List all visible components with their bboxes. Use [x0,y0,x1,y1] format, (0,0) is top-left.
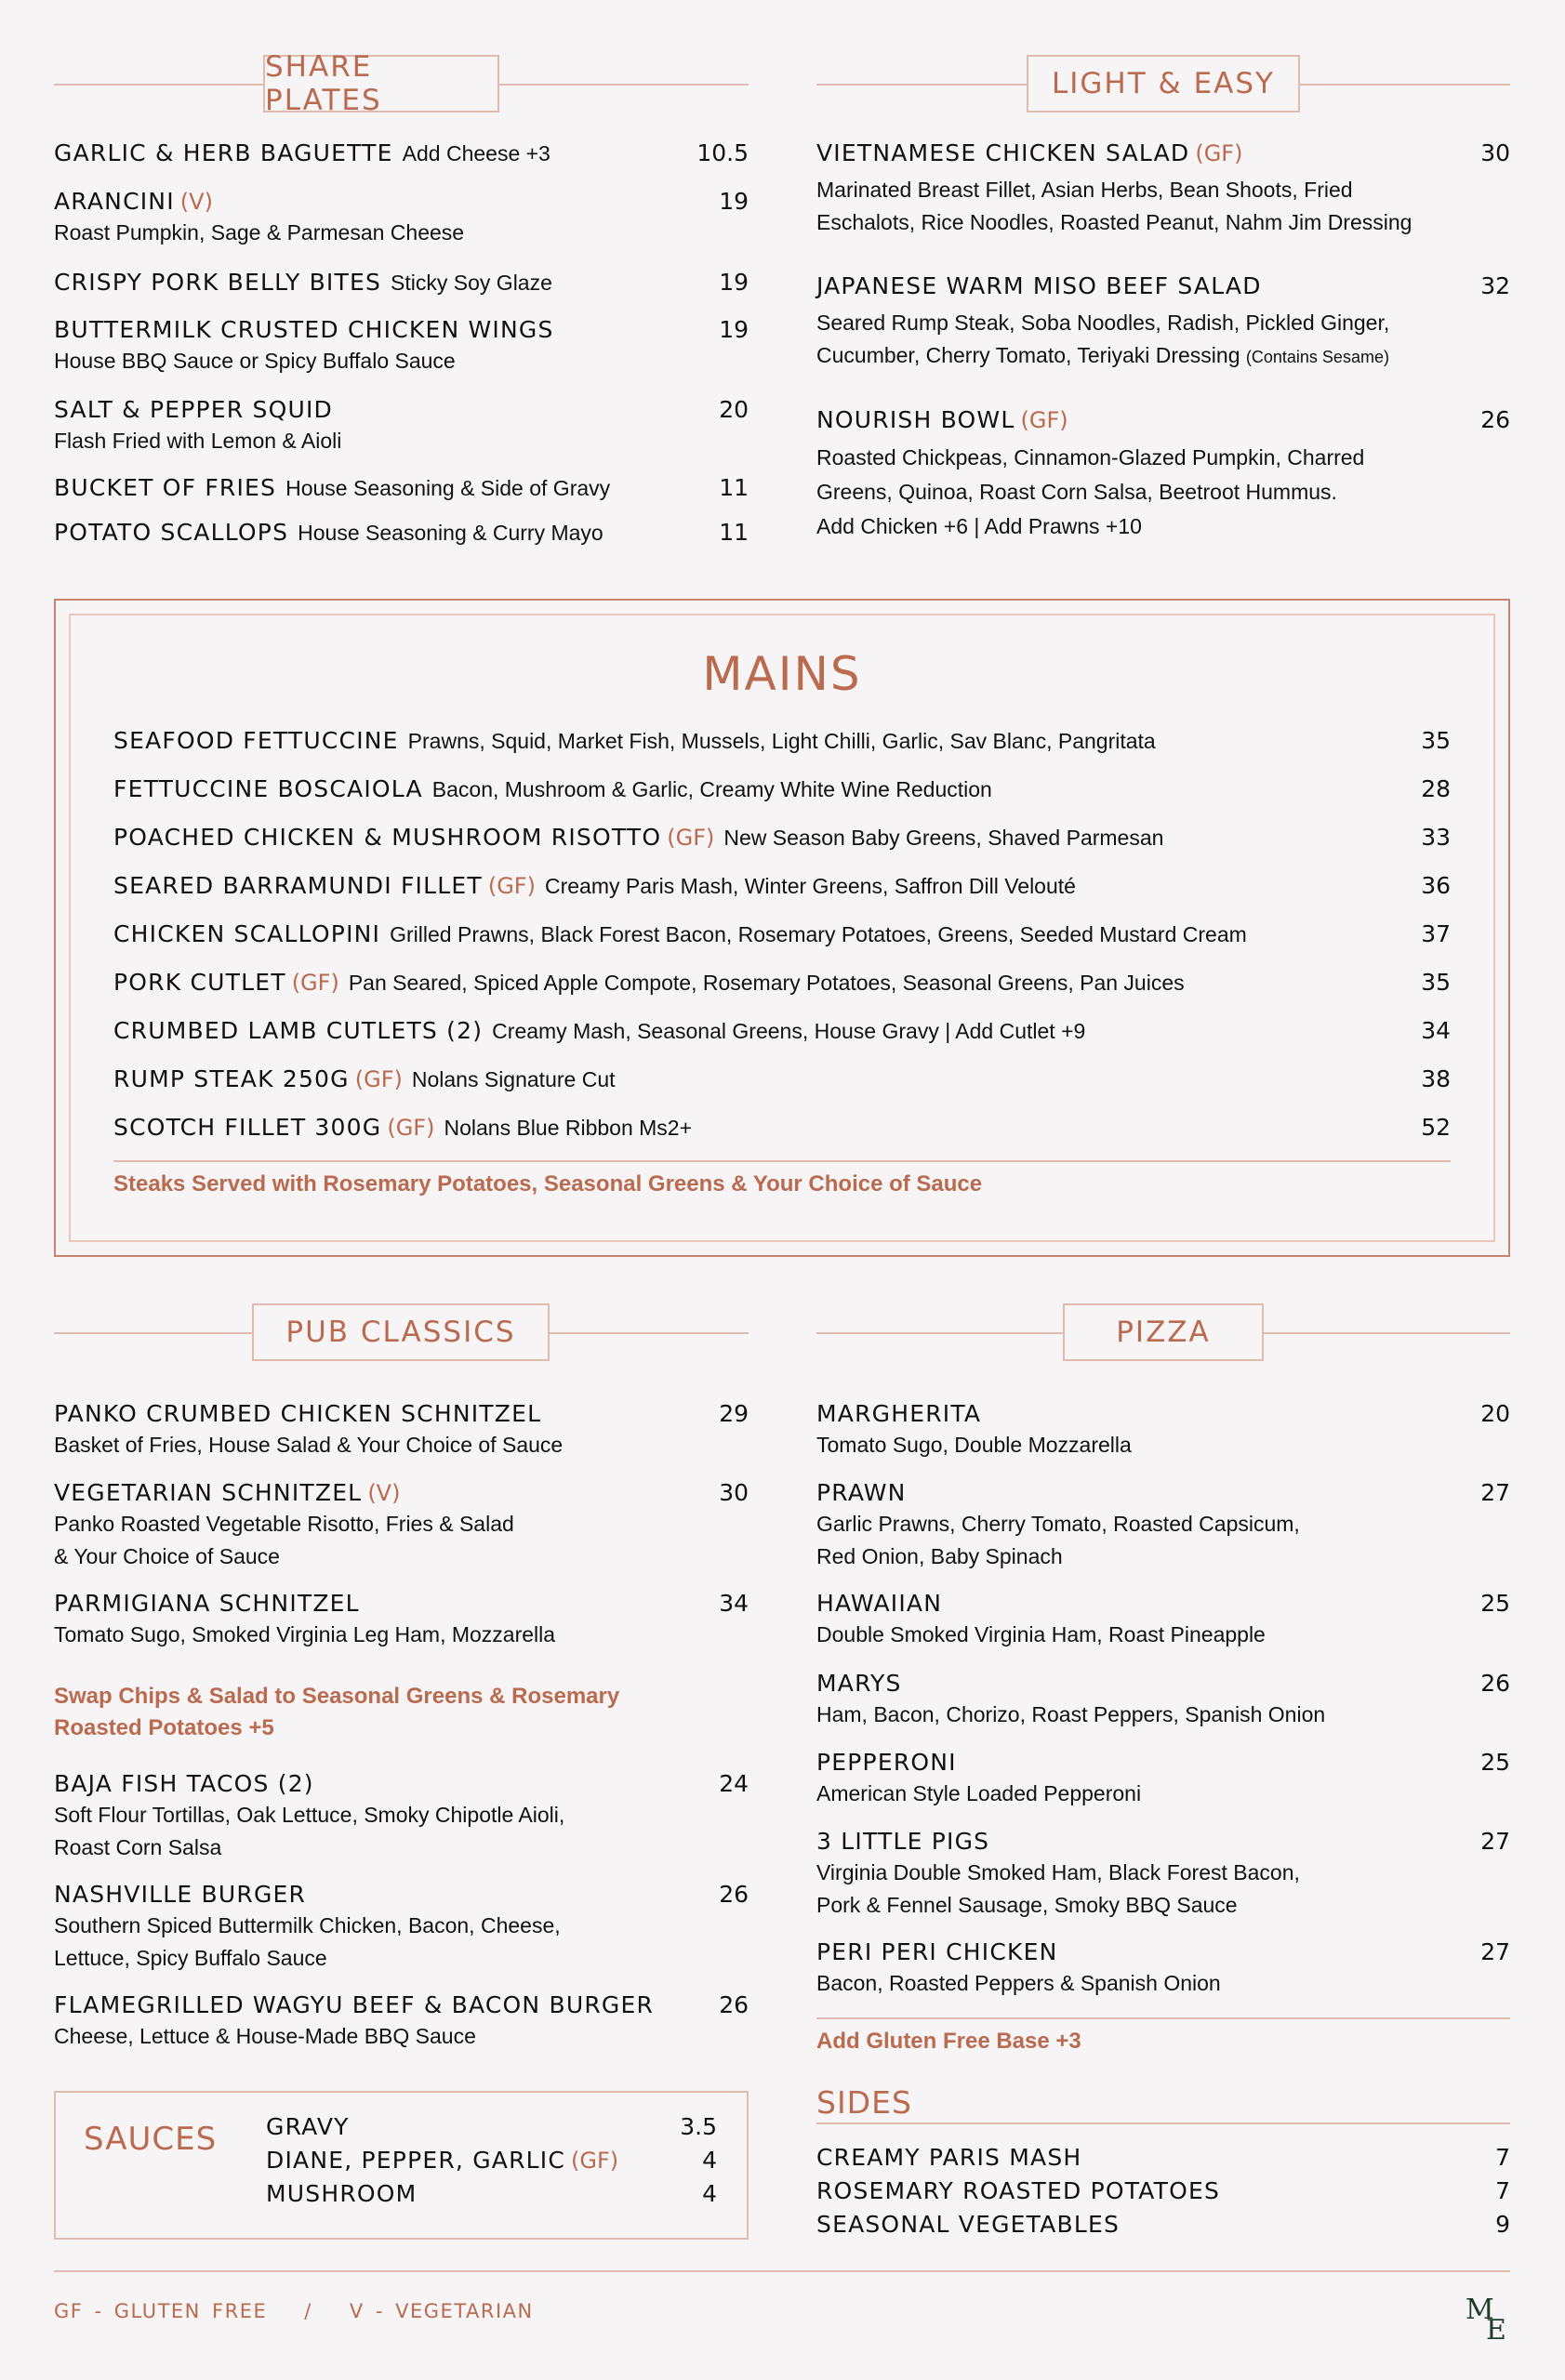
side-item [816,2211,1510,2238]
item-price: 19 [719,269,749,296]
desc-line: Virginia Double Smoked Ham, Black Forest Bacon, [816,1860,1300,1884]
light-easy-heading [816,55,1510,112]
menu-item [816,406,1510,544]
section-title: MAINS [702,647,862,701]
item-name: SEARED BARRAMUNDI FILLET [113,872,483,899]
item-desc [54,1508,749,1573]
item-name: PORK CUTLET [113,969,286,996]
item-price: 37 [1421,920,1451,947]
item-name: RUMP STEAK 250G [113,1065,350,1092]
item-name: VEGETARIAN SCHNITZEL [54,1479,363,1506]
item-desc: Prawns, Squid, Market Fish, Mussels, Light Chilli, Garlic, Sav Blanc, Pangritata [407,729,1156,753]
item-price: 26 [719,1991,749,2018]
item-price: 26 [1480,406,1510,433]
menu-item [816,1590,1510,1651]
item-name: GRAVY [266,2113,350,2140]
item-price: 11 [719,474,749,501]
item-price: 36 [1421,872,1451,899]
item-name: FLAMEGRILLED WAGYU BEEF & BACON BURGER [54,1991,655,2018]
gluten-free-tag: (GF) [1195,140,1243,166]
item-name: DIANE, PEPPER, GARLIC [266,2147,566,2174]
item-name: PARMIGIANA SCHNITZEL [54,1590,360,1617]
note-line: Swap Chips & Salad to Seasonal Greens & Rosemary [54,1684,620,1709]
divider [816,2017,1510,2019]
item-desc [54,1799,749,1864]
menu-item [54,1991,749,2053]
item-desc: Grilled Prawns, Black Forest Bacon, Rosemary Potatoes, Greens, Seeded Mustard Cream [390,922,1247,946]
desc-line: Cheese, Lettuce & House-Made BBQ Sauce [54,2024,476,2048]
desc-line: American Style Loaded Pepperoni [816,1781,1142,1805]
item-price: 20 [1480,1400,1510,1427]
menu-item [816,1828,1510,1922]
item-price: 26 [1480,1670,1510,1697]
item-name: MARYS [816,1670,902,1697]
item-price: 52 [1421,1114,1451,1141]
item-desc [54,2020,749,2053]
sauce-item [266,2147,717,2174]
footer-divider [54,2270,1510,2272]
desc-line: Pork & Fennel Sausage, Smoky BBQ Sauce [816,1893,1238,1917]
logo-letter-m: M [1466,2294,1494,2326]
item-price: 28 [1421,775,1451,802]
divider [113,1160,1451,1162]
gluten-free-tag: (GF) [487,873,536,899]
item-desc [816,1967,1510,2000]
item-price: 29 [719,1400,749,1427]
gluten-free-tag: (GF) [291,970,339,996]
item-name: JAPANESE WARM MISO BEEF SALAD [816,272,1262,299]
allergen-note: (Contains Sesame) [1245,348,1389,366]
note-line: Roasted Potatoes +5 [54,1715,274,1740]
item-desc [816,1778,1510,1810]
item-desc [816,441,1510,544]
item-price: 26 [719,1881,749,1908]
legend-gluten-free: GF - GLUTEN FREE [54,2300,268,2322]
item-desc [816,1619,1510,1651]
mains-frame [54,599,1510,1257]
item-desc [54,1429,749,1461]
desc-line: Tomato Sugo, Double Mozzarella [816,1433,1132,1457]
menu-item [113,872,1451,899]
item-price: 3.5 [680,2113,717,2140]
item-price: 32 [1480,272,1510,299]
legend-vegetarian: V - VEGETARIAN [349,2300,534,2322]
desc-line: Garlic Prawns, Cherry Tomato, Roasted Capsicum, [816,1512,1300,1536]
item-price: 9 [1495,2211,1510,2238]
desc-line: Eschalots, Rice Noodles, Roasted Peanut, Nahm Jim Dressing [816,210,1412,234]
pub-classics-heading [54,1303,749,1361]
item-price: 35 [1421,969,1451,996]
item-desc: Creamy Mash, Seasonal Greens, House Gravy | Add Cutlet +9 [492,1019,1086,1043]
desc-line: Tomato Sugo, Smoked Virginia Leg Ham, Mozzarella [54,1622,556,1646]
desc-line: Roasted Chickpeas, Cinnamon-Glazed Pumpkin, Charred [816,445,1365,469]
add-ons-line: Add Chicken +6 | Add Prawns +10 [816,514,1142,538]
item-name: CRUMBED LAMB CUTLETS (2) [113,1017,484,1044]
desc-line: Panko Roasted Vegetable Risotto, Fries & Salad [54,1512,514,1536]
item-name: NASHVILLE BURGER [54,1881,307,1908]
menu-item [113,1065,1451,1092]
item-price: 4 [702,2147,717,2174]
logo-letter-e: E [1486,2314,1506,2347]
share-plates-heading [54,50,749,117]
section-title: SIDES [816,2084,912,2121]
item-price: 20 [719,396,749,423]
item-price: 25 [1480,1749,1510,1776]
menu-item [113,727,1451,754]
item-price: 30 [719,1479,749,1506]
desc-line: & Your Choice of Sauce [54,1544,280,1568]
menu-item [816,1400,1510,1461]
item-desc [54,1619,749,1651]
desc-line: Bacon, Roasted Peppers & Spanish Onion [816,1971,1221,1995]
menu-item [113,824,1451,851]
item-price: 34 [1421,1017,1451,1044]
desc-line: Ham, Bacon, Chorizo, Roast Peppers, Spanish Onion [816,1702,1326,1726]
menu-item [113,775,1451,802]
section-title: PUB CLASSICS [252,1303,550,1361]
item-desc: Nolans Signature Cut [411,1067,616,1091]
item-price: 19 [719,188,749,215]
section-title: PIZZA [1063,1303,1264,1361]
side-item [816,2177,1510,2204]
item-name: SEAFOOD FETTUCCINE [113,727,399,754]
menu-item [54,1881,749,1975]
item-name: PERI PERI CHICKEN [816,1938,1058,1965]
item-price: 35 [1421,727,1451,754]
item-desc [816,1857,1510,1922]
gluten-free-tag: (GF) [387,1115,435,1141]
item-name: CREAMY PARIS MASH [816,2144,1082,2171]
item-name: BAJA FISH TACOS (2) [54,1770,314,1797]
gluten-free-tag: (GF) [1020,407,1068,433]
section-title: SHARE PLATES [263,55,499,112]
item-desc [54,1910,749,1975]
sauce-item [266,2180,717,2207]
item-desc: Creamy Paris Mash, Winter Greens, Saffron Dill Velouté [544,874,1076,898]
desc-line: Soft Flour Tortillas, Oak Lettuce, Smoky Chipotle Aioli, [54,1803,565,1827]
item-price: 30 [1480,139,1510,166]
menu-item [113,1017,1451,1044]
brand-logo [1466,2296,1510,2348]
side-item [816,2144,1510,2171]
gluten-free-tag: (GF) [667,825,715,851]
item-desc [816,174,1510,239]
legend-separator: / [304,2300,312,2322]
item-name: SALT & PEPPER SQUID [54,396,333,423]
menu-item [816,1479,1510,1573]
vegetarian-tag: (V) [367,1480,401,1506]
item-price: 19 [719,316,749,343]
item-desc [816,1699,1510,1731]
item-desc [816,1508,1510,1573]
desc-line: Marinated Breast Fillet, Asian Herbs, Bean Shoots, Fried [816,178,1353,202]
desc-line: Double Smoked Virginia Ham, Roast Pineapple [816,1622,1266,1646]
item-name: CRISPY PORK BELLY BITES [54,269,382,296]
item-desc: House Seasoning & Side of Gravy [285,476,611,500]
item-price: 11 [719,519,749,546]
item-price: 34 [719,1590,749,1617]
menu-item [816,272,1510,374]
item-price: 27 [1480,1828,1510,1855]
desc-line: Seared Rump Steak, Soba Noodles, Radish, Pickled Ginger, [816,311,1390,335]
item-price: 27 [1480,1938,1510,1965]
sauces-box [54,2091,749,2240]
desc-line: Southern Spiced Buttermilk Chicken, Bacon, Cheese, [54,1913,561,1937]
menu-item [113,969,1451,996]
item-name: SEASONAL VEGETABLES [816,2211,1121,2238]
item-name: VIETNAMESE CHICKEN SALAD [816,139,1190,166]
item-desc: Roast Pumpkin, Sage & Parmesan Cheese [54,220,465,245]
item-name: NOURISH BOWL [816,406,1015,433]
item-name: 3 LITTLE PIGS [816,1828,990,1855]
item-name: POTATO SCALLOPS [54,519,289,546]
item-name: PEPPERONI [816,1749,957,1776]
gluten-free-base-note: Add Gluten Free Base +3 [816,2029,1081,2054]
item-desc: House BBQ Sauce or Spicy Buffalo Sauce [54,349,456,373]
item-name: ARANCINI [54,188,175,215]
pizza-heading [816,1303,1510,1361]
sauce-item [266,2113,717,2140]
item-name: MUSHROOM [266,2180,418,2207]
item-desc: Pan Seared, Spiced Apple Compote, Rosemary Potatoes, Seasonal Greens, Pan Juices [348,971,1185,995]
vegetarian-tag: (V) [179,189,213,215]
item-price: 38 [1421,1065,1451,1092]
menu-item [816,139,1510,239]
menu-item [54,519,749,546]
item-price: 25 [1480,1590,1510,1617]
item-name: FETTUCCINE BOSCAIOLA [113,775,423,802]
item-desc [816,307,1510,374]
steaks-note: Steaks Served with Rosemary Potatoes, Seasonal Greens & Your Choice of Sauce [113,1171,983,1197]
item-desc: Flash Fried with Lemon & Aioli [54,429,342,453]
item-name: GARLIC & HERB BAGUETTE [54,139,393,166]
menu-item [54,1400,749,1461]
menu-item [54,1479,749,1573]
desc-line: Red Onion, Baby Spinach [816,1544,1063,1568]
menu-item [54,1590,749,1651]
desc-line: Greens, Quinoa, Roast Corn Salsa, Beetroot Hummus. [816,480,1337,504]
menu-item [54,474,749,501]
menu-item [113,920,1451,947]
item-name: PANKO CRUMBED CHICKEN SCHNITZEL [54,1400,542,1427]
item-price: 24 [719,1770,749,1797]
dietary-legend [54,2300,534,2322]
item-price: 4 [702,2180,717,2207]
item-price: 7 [1495,2177,1510,2204]
swap-note [54,1681,749,1744]
item-name: HAWAIIAN [816,1590,943,1617]
item-desc: House Seasoning & Curry Mayo [298,521,603,545]
menu-item [816,1749,1510,1810]
menu-item [54,188,749,249]
section-title: SAUCES [84,2121,218,2158]
section-title: LIGHT & EASY [1027,55,1300,112]
item-name: BUTTERMILK CRUSTED CHICKEN WINGS [54,316,554,343]
menu-item [54,139,749,166]
item-desc: New Season Baby Greens, Shaved Parmesan [723,826,1164,850]
desc-line: Basket of Fries, House Salad & Your Choice of Sauce [54,1433,564,1457]
gluten-free-tag: (GF) [354,1066,403,1092]
item-price: 7 [1495,2144,1510,2171]
item-name: POACHED CHICKEN & MUSHROOM RISOTTO [113,824,662,851]
desc-line: Cucumber, Cherry Tomato, Teriyaki Dressing [816,343,1240,367]
desc-line: Lettuce, Spicy Buffalo Sauce [54,1946,327,1970]
item-desc [816,1429,1510,1461]
menu-item [816,1670,1510,1731]
menu-item [54,269,749,296]
gluten-free-tag: (GF) [571,2148,619,2174]
item-price: 27 [1480,1479,1510,1506]
item-name: BUCKET OF FRIES [54,474,277,501]
item-name: MARGHERITA [816,1400,982,1427]
menu-item [816,1938,1510,2000]
item-name: SCOTCH FILLET 300G [113,1114,382,1141]
item-desc: Nolans Blue Ribbon Ms2+ [444,1116,693,1140]
item-price: 33 [1421,824,1451,851]
item-name: CHICKEN SCALLOPINI [113,920,381,947]
item-name: PRAWN [816,1479,907,1506]
menu-item [113,1114,1451,1141]
menu-item [54,316,749,377]
divider [816,2122,1510,2124]
item-price: 10.5 [696,139,749,166]
item-desc: Sticky Soy Glaze [391,271,552,295]
menu-item [54,396,749,457]
menu-item [54,1770,749,1864]
item-desc: Bacon, Mushroom & Garlic, Creamy White Wine Reduction [431,777,992,801]
item-desc: Add Cheese +3 [402,141,550,165]
desc-line: Roast Corn Salsa [54,1835,222,1859]
item-name: ROSEMARY ROASTED POTATOES [816,2177,1221,2204]
